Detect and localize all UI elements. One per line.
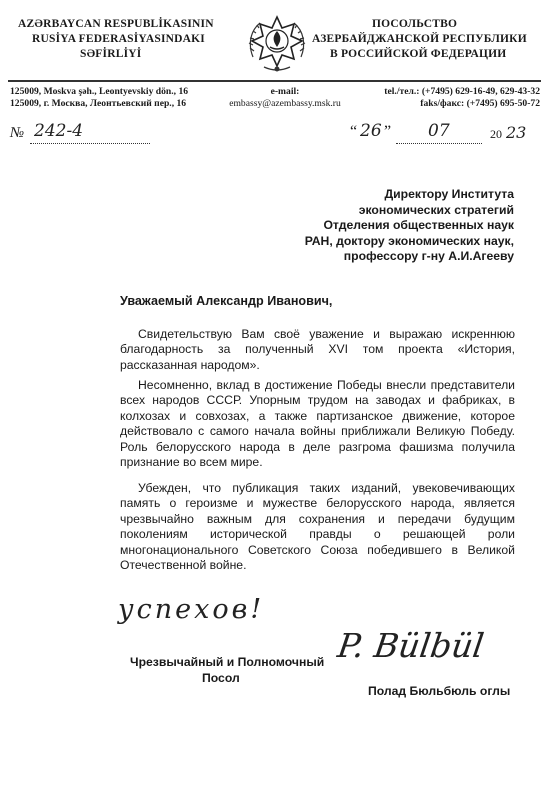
signatory-title-line: Посол <box>202 671 240 685</box>
email-label: e-mail: <box>270 86 300 97</box>
reference-number <box>10 123 160 149</box>
coat-of-arms-emblem <box>244 11 310 77</box>
address-az: 125009, Moskva şəh., Leontyevskiy dön., 16 <box>10 86 189 97</box>
body-paragraph: Убежден, что публикация таких изданий, увековечивающих память о героизме и мужестве белорусского народа, является чрезвычайно важным для сохранения и передачи будущим поколениям исторической правды о решающей роли многонационального Советского Союза победившего в Великой Отечественной войне. <box>120 481 515 573</box>
letterhead-left-line: SƏFİRLİYİ <box>80 48 142 60</box>
body-paragraph: Несомненно, вклад в достижение Победы внесли представители всех народов СССР. Упорным трудом на заводах и фабриках, в колхозах и совхозах, а также партизанское движение, которое действовало с самого начала войны приближали Великую Победу. Роль белорусского народа в деле разгрома фашизма получила признание во всем мире. <box>120 378 515 470</box>
handwritten-signature: P. Bülbül <box>335 626 487 665</box>
addressee-line: Отделения общественных наук <box>323 218 514 232</box>
body-paragraph: Свидетельствую Вам своё уважение и выражаю искреннюю благодарность за полученный XVI том проекта «История, рассказанная народом». <box>120 327 515 372</box>
date-year-prefix: 20 <box>490 127 502 141</box>
letterhead-left-line: AZƏRBAYCAN RESPUBLİKASININ <box>18 18 214 30</box>
letterhead-right-line: АЗЕРБАЙДЖАНСКОЙ РЕСПУБЛИКИ <box>312 33 527 45</box>
address-block <box>10 86 220 110</box>
salutation: Уважаемый Александр Иванович, <box>120 294 333 308</box>
date-open-quote: “ <box>350 123 358 140</box>
addressee-line: профессору г-ну А.И.Агееву <box>343 249 514 263</box>
phone-block <box>340 86 540 110</box>
number-value: 242-4 <box>34 121 84 141</box>
reference-date <box>350 123 545 149</box>
addressee-line: Директору Института <box>384 187 514 201</box>
number-underline <box>30 143 150 144</box>
date-month: 07 <box>428 121 450 141</box>
letterhead-left-line: RUSİYA FEDERASİYASINDAKI <box>32 33 205 45</box>
address-ru: 125009, г. Москва, Леонтьевский пер., 16 <box>10 98 187 109</box>
fax-number: faks/факс: (+7495) 695-50-72 <box>420 98 540 109</box>
email-address: embassy@azembassy.msk.ru <box>229 98 341 109</box>
date-close-quote: ” <box>384 123 392 140</box>
addressee-line: РАН, доктору экономических наук, <box>304 233 514 248</box>
letterhead-right-line: В РОССИЙСКОЙ ФЕДЕРАЦИИ <box>330 48 507 60</box>
date-day: 26 <box>360 121 382 141</box>
date-month-underline <box>396 143 482 144</box>
email-block <box>210 86 360 110</box>
handwritten-note: успехов! <box>118 594 265 625</box>
signatory-name: Полад Бюльбюль оглы <box>368 684 511 698</box>
phone-number: tel./тел.: (+7495) 629-16-49, 629-43-32 <box>384 86 540 97</box>
date-year-suffix: 23 <box>506 123 527 142</box>
letterhead-left <box>18 17 248 62</box>
signatory-title-line: Чрезвычайный и Полномочный <box>130 655 325 669</box>
letterhead-right-line: ПОСОЛЬСТВО <box>372 18 458 30</box>
signatory-title <box>130 654 324 686</box>
letterhead-right <box>312 17 542 62</box>
letterhead-divider <box>8 80 541 82</box>
addressee-line: экономических стратегий <box>358 202 514 217</box>
addressee-block <box>194 187 514 265</box>
number-prefix: № <box>10 125 25 141</box>
